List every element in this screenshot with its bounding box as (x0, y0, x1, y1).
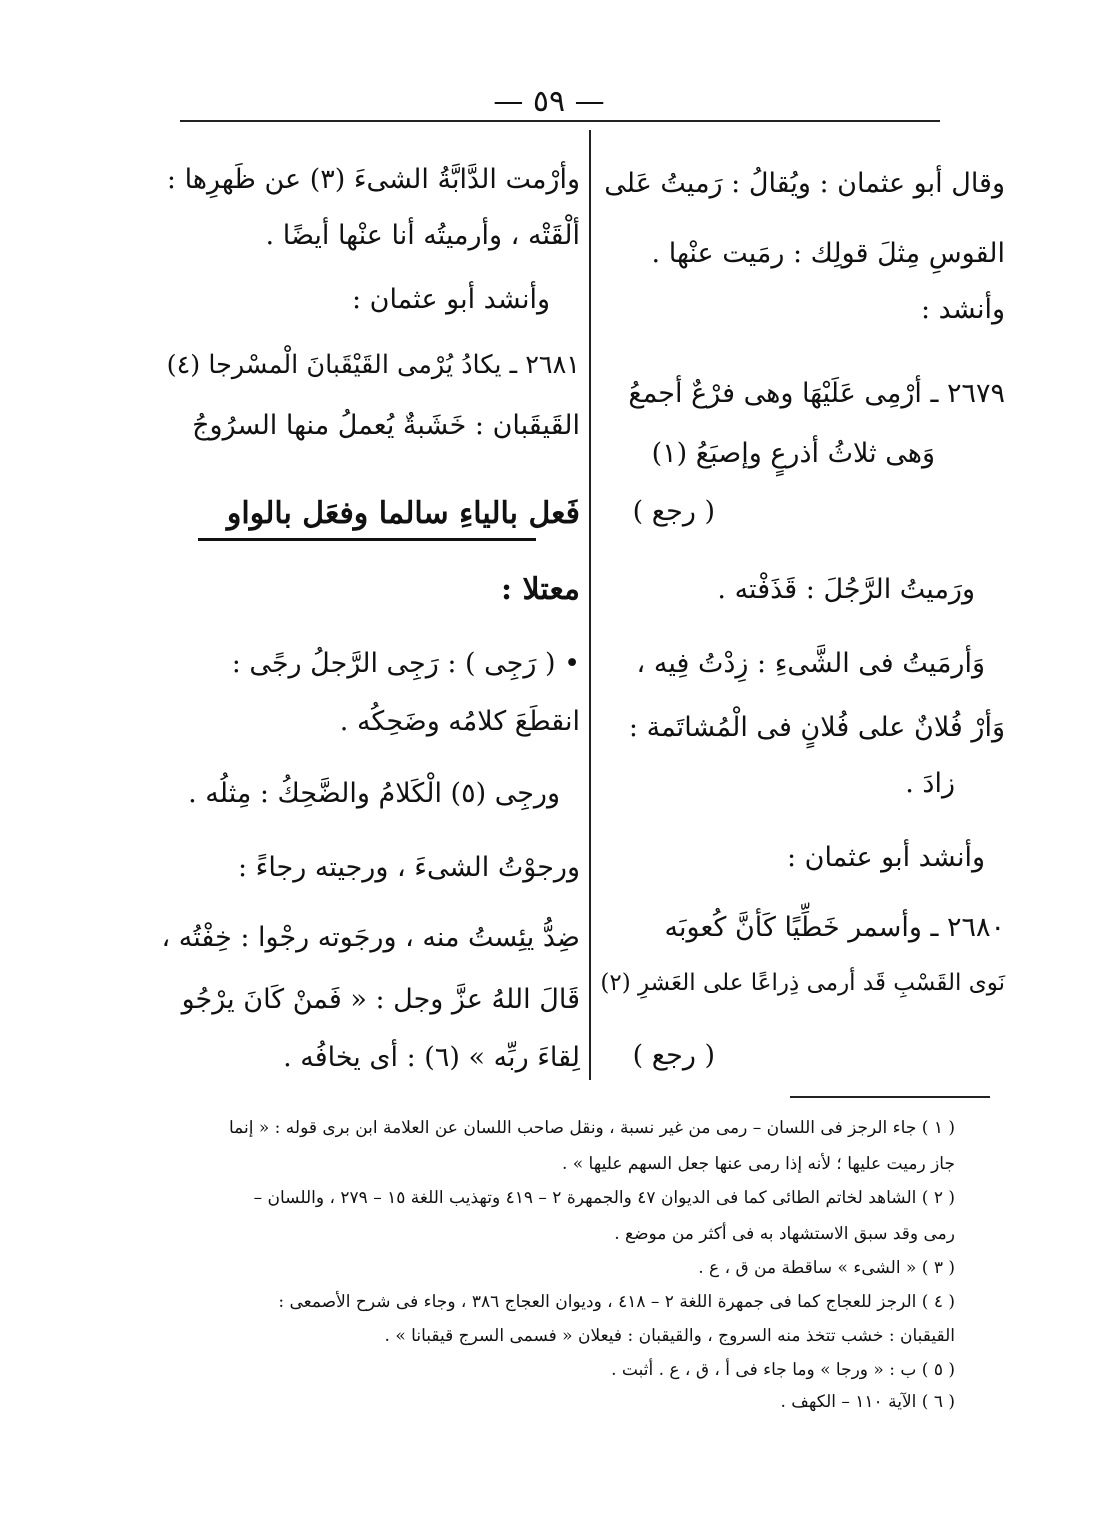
text-line: ورَميتُ الرَّجُلَ : قَذَفْته . (717, 574, 975, 605)
footnote-line: ( ٣ ) « الشىء » ساقطة من ق ، ع . (698, 1258, 955, 1278)
footnote-separator (790, 1096, 990, 1098)
footnote-line: القيقبان : خشب تتخذ منه السروج ، والقيقبان : فيعلان « فسمى السرج قيقبانا » . (384, 1326, 955, 1346)
footnote-line: رمى وقد سبق الاستشهاد به فى أكثر من موضع . (614, 1224, 955, 1244)
text-line: وَأرمَيتُ فى الشَّىءِ : زِدْتُ فِيه ، (636, 648, 985, 679)
footnote-line: ( ٦ ) الآية ١١٠ – الكهف . (780, 1392, 955, 1412)
verse-line: نَوى القَسْبِ قَد أرمى ذِراعًا على العَشرِ (٢) (600, 970, 1005, 996)
section-heading-continuation: معتلا : (500, 572, 580, 607)
text-line: ألْقَتْه ، وأرميتُه أنا عنْها أيضًا . (265, 220, 580, 251)
footnote-line: ( ٥ ) ب : « ورجا » وما جاء فى أ ، ق ، ع . أثبت . (611, 1360, 955, 1380)
verse-line: ٢٦٨٠ ـ وأسمر خَطِّيًا كَأنَّ كُعوبَه (664, 912, 1005, 943)
entry-line: • ( رَجِى ) : رَجِى الرَّجلُ رجًى : (231, 648, 580, 679)
footnote-line: جاز رميت عليها ؛ لأنه إذا رمى عنها جعل السهم عليها » . (561, 1154, 955, 1174)
text-line: وقال أبو عثمان : ويُقالُ : رَميتُ عَلى (604, 168, 1005, 199)
section-heading-underline (198, 538, 536, 541)
text-line: وأنشد : (921, 294, 1005, 325)
verse-line: وَهى ثلاثُ أذرعٍ وإصبَعُ (١) (651, 438, 935, 469)
text-line: القَيقَبان : خَشَبةٌ يُعملُ منها السرُوجُ (192, 410, 580, 441)
right-column (600, 0, 1005, 1100)
text-line: انقطَعَ كلامُه وضَحِكُه . (339, 706, 580, 737)
section-heading: فَعل بالياءِ سالما وفعَل بالواو (226, 496, 580, 531)
verse-line: ٢٦٨١ ـ يكادُ يُرْمى القَيْقَبانَ الْمسْرجا (٤) (166, 350, 580, 380)
page-number: — ٥٩ — (493, 84, 605, 119)
text-line: قَالَ اللهُ عزَّ وجل : « فَمنْ كَانَ يرْجُو (181, 984, 580, 1015)
verse-rhyme-note: ( رجع ) (632, 1040, 715, 1071)
text-line: وأرْمت الدَّابَّةُ الشىءَ (٣) عن ظَهرِها : (166, 164, 580, 195)
text-line: لِقاءَ ربِّه » (٦) : أى يخافُه . (283, 1042, 580, 1073)
text-line: وأنشد أبو عثمان : (351, 284, 550, 315)
column-divider (589, 130, 591, 1080)
verse-line: ٢٦٧٩ ـ أرْمِى عَلَيْهَا وهى فرْعٌ أجمعُ (628, 378, 1005, 409)
footnote-line: ( ٢ ) الشاهد لخاتم الطائى كما فى الديوان ٤٧ والجمهرة ٢ – ٤١٩ وتهذيب اللغة ١٥ – ٢٧٩ ، واللسان – (253, 1188, 955, 1208)
footnote-line: ( ٤ ) الرجز للعجاج كما فى جمهرة اللغة ٢ – ٤١٨ ، وديوان العجاج ٣٨٦ ، وجاء فى شرح الأصمعى : (278, 1292, 955, 1312)
text-line: ضِدُّ يئِستُ منه ، ورجَوته رجْوا : خِفْتُه ، (161, 922, 580, 953)
text-line: وَأرْ فُلانٌ على فُلانٍ فى الْمُشاتَمة : (628, 712, 1005, 743)
footnote-line: ( ١ ) جاء الرجز فى اللسان – رمى من غير نسبة ، ونقل صاحب اللسان عن العلامة ابن برى قوله : « إنما (228, 1118, 955, 1138)
left-column (160, 0, 580, 1100)
text-line: زادَ . (905, 768, 955, 799)
text-line: ورجوْتُ الشىءَ ، ورجيته رجاءً : (237, 852, 580, 883)
verse-rhyme-note: ( رجع ) (632, 496, 715, 527)
text-line: ورجِى (٥) الْكَلامُ والضَّحِكُ : مِثلُه . (188, 778, 560, 809)
text-line: القوسِ مِثلَ قولِك : رمَيت عنْها . (651, 238, 1005, 269)
text-line: وأنشد أبو عثمان : (786, 842, 985, 873)
